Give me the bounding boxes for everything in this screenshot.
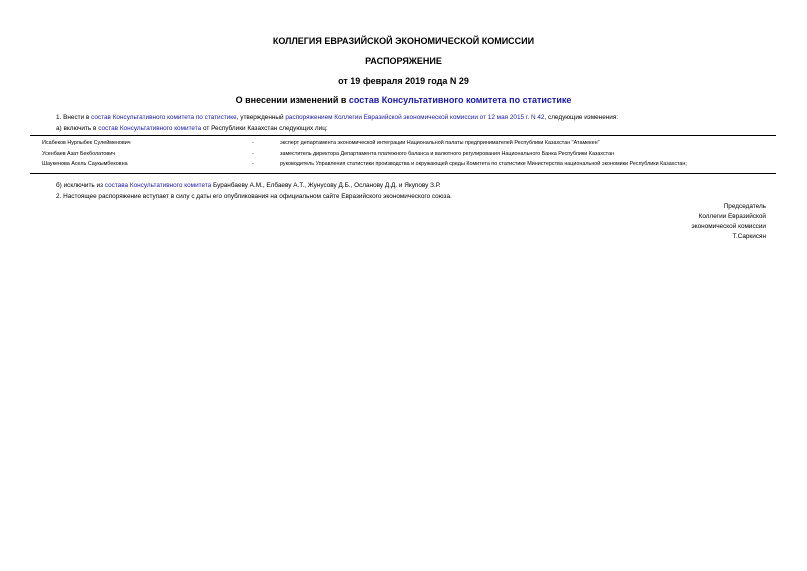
table-bottom-rule <box>30 173 776 174</box>
decree-link[interactable]: распоряжением Коллегии Евразийской экономической комиссии от 12 мая 2015 г. N 42 <box>285 114 545 121</box>
paragraph-1a-suffix: от Республики Казахстан следующих лиц: <box>201 125 328 132</box>
committee-composition-link[interactable]: состав Консультативного комитета по статистике <box>91 114 237 121</box>
committee-link-exclude[interactable]: состава Консультативного комитета <box>104 182 212 189</box>
signature-name: Т.Саркисян <box>732 233 766 240</box>
org-title: КОЛЛЕГИЯ ЕВРАЗИЙСКОЙ ЭКОНОМИЧЕСКОЙ КОМИССИИ <box>272 36 535 46</box>
member-position: руководитель Управления статистики производства и окружающей среды Комитета по статистике Министерства национальной экономики Республики Казахстан; <box>280 161 687 167</box>
member-name: Исабеков Нурлыбек Сулейменович <box>42 140 131 146</box>
paragraph-1b-suffix: Буранбаеву А.М., Елбаеву А.Т., Жунусову Д.Б., Осланову Д.Д. и Якупову З.Р. <box>211 182 441 189</box>
member-dash: - <box>252 161 254 167</box>
member-position: эксперт департамента экономической интеграции Национальной палаты предпринимателей Республики Казахстан "Атамекен" <box>280 140 600 146</box>
member-name: Усенбаев Азат Бекболатович <box>42 151 116 157</box>
paragraph-1-middle: , утвержденный <box>236 114 286 121</box>
paragraph-1-prefix: 1. Внести в <box>56 114 92 121</box>
member-dash: - <box>252 151 254 157</box>
paragraph-1 <box>56 114 618 122</box>
paragraph-1b-prefix: б) исключить из <box>56 182 105 189</box>
member-dash: - <box>252 140 254 146</box>
subject-prefix: О внесении изменений в <box>235 95 349 105</box>
member-name: Шаукенова Асель Саукымбековна <box>42 161 128 167</box>
signature-title: Председатель <box>723 203 766 210</box>
paragraph-2: 2. Настоящее распоряжение вступает в силу с даты его опубликования на официальном сайте Евразийского экономического союза. <box>56 193 452 200</box>
paragraph-1a <box>56 125 328 133</box>
paragraph-1b <box>56 182 441 190</box>
member-position: заместитель директора Департамента платежного баланса и валютного регулирования Национального Банка Республики Казахстан <box>280 151 615 157</box>
subject-link[interactable]: состав Консультативного комитета по статистике <box>348 95 572 105</box>
committee-link-include[interactable]: состав Консультативного комитета <box>98 125 202 132</box>
subject-title <box>0 95 807 105</box>
signature-body-1: Коллегии Евразийской <box>698 213 766 220</box>
signature-body-2: экономической комиссии <box>691 223 766 230</box>
paragraph-1-suffix: , следующие изменения: <box>544 114 619 121</box>
paragraph-1a-prefix: а) включить в <box>56 125 99 132</box>
doc-type-title: РАСПОРЯЖЕНИЕ <box>365 56 442 66</box>
table-top-rule <box>30 135 776 136</box>
date-number-title: от 19 февраля 2019 года N 29 <box>338 76 469 86</box>
